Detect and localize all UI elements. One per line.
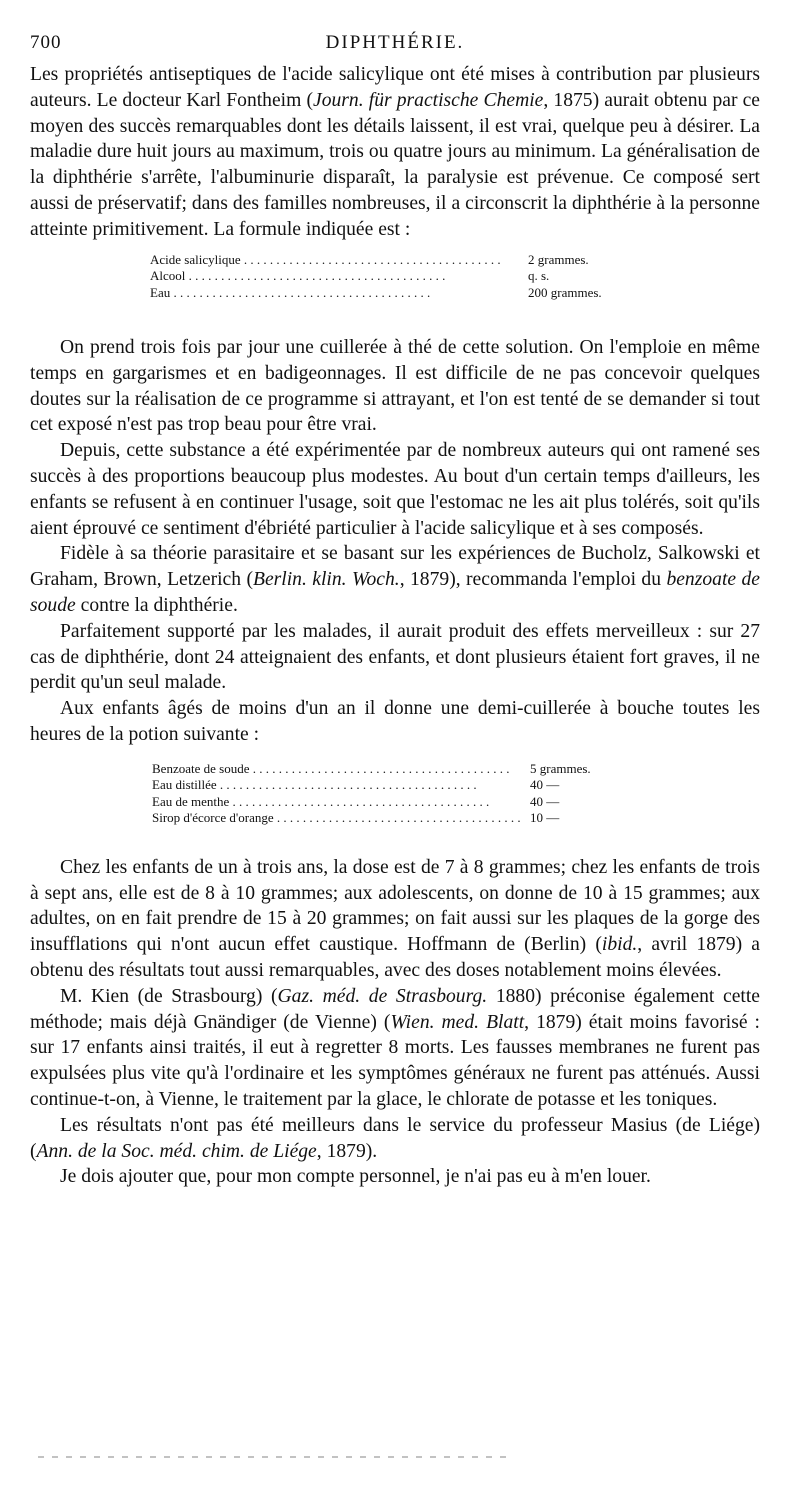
text-run: , 1879), recommanda l'emploi du: [399, 569, 667, 591]
running-title: DIPHTHÉRIE.: [325, 32, 465, 53]
citation: ibid.: [601, 934, 638, 956]
text-run: 1880) préconise également cette méthode; mais déjà Gnändiger (de Vienne) (: [30, 985, 760, 1033]
paragraph: [30, 62, 760, 243]
text-run: Fidèle à sa théorie parasitaire et se basant sur les expériences de Bucholz, Salkowski et Graham, Brown, Letzerich (: [30, 543, 760, 591]
paragraph: On prend trois fois par jour une cuillerée à thé de cette solution. On l'emploie en même temps en gargarismes et en badigeonnages. Il est difficile de ne pas concevoir quelques doutes sur la réalisation de ce programme si attrayant, et l'on est tenté de se demander si tout cet exposé n'est pas trop beau pour être vrai.: [30, 337, 760, 436]
ingredient-qty: 5 grammes.: [530, 760, 591, 776]
recipe-salicylic: [150, 252, 650, 302]
text-run: , 1879) était moins favorisé : sur 17 enfants ainsi traités, il eut à regretter 8 morts. Les fausses membranes ne furent pas expulsées plus vite qu'à l'ordinaire et les symptômes généraux ne furent pas atténués. Aussi continue-t-on, à Vienne, le traitement par la glace, le chlorate de potasse et les toniques.: [30, 1011, 761, 1110]
text-run: M. Kien (de Strasbourg) (: [60, 985, 278, 1007]
emphasis: benzoate de soude: [30, 569, 760, 617]
ingredient-qty: q. s.: [528, 268, 550, 284]
ingredient-name: Eau distillée . . .: [152, 777, 524, 794]
recipe-row: [150, 268, 650, 285]
paragraph: Je dois ajouter que, pour mon compte personnel, je n'ai pas eu à m'en louer.: [60, 1166, 651, 1188]
paragraph: [30, 855, 760, 984]
citation: Journ. für practische Chemie: [313, 89, 544, 111]
ingredient-name: Benzoate de soude . . .: [152, 761, 524, 778]
recipe-row: [150, 252, 650, 269]
ingredient-qty: 10 —: [530, 810, 560, 826]
text-run: contre la diphthérie.: [75, 595, 238, 617]
ingredient-name: Eau . . .: [150, 285, 522, 302]
citation: Ann. de la Soc. méd. chim. de Liége: [36, 1140, 317, 1162]
text-run: , avril 1879) a obtenu des résultats tout aussi remarquables, avec des doses notablement moins élevées.: [30, 934, 760, 982]
ingredient-name: Eau de menthe . . .: [152, 794, 524, 811]
recipe-row: [152, 810, 652, 827]
citation: Wien. med. Blatt: [390, 1011, 525, 1033]
paragraph: [30, 1113, 760, 1165]
text-run: Les résultats n'ont pas été meilleurs dans le service du professeur Masius (de Liége) (: [30, 1114, 760, 1162]
recipe-row: [152, 761, 652, 778]
page-number: 700: [30, 32, 62, 53]
paragraph: [30, 984, 760, 1113]
ingredient-name: Acide salicylique . . .: [150, 252, 522, 269]
citation: Berlin. klin. Woch.: [252, 569, 400, 591]
paragraph: Aux enfants âgés de moins d'un an il donne une demi-cuillerée à bouche toutes les heures de la potion suivante :: [30, 698, 760, 746]
text-run: , 1879).: [316, 1140, 378, 1162]
ingredient-qty: 40 —: [530, 777, 560, 793]
recipe-benzoate: [152, 761, 652, 827]
text-run: Chez les enfants de un à trois ans, la dose est de 7 à 8 grammes; chez les enfants de trois à sept ans, elle est de 8 à 10 grammes; aux adolescents, on donne de 10 à 15 grammes; aux adultes, on en fait prendre de 15 à 20 grammes; on fait aussi sur les plaques de la gorge des insufflations qui n'ont aucun effet caustique. Hoffmann de (Berlin) (: [30, 856, 760, 956]
text-run: , 1875) aurait obtenu par ce moyen des succès remarquables dont les détails laissent, il est vrai, quelque peu à désirer. La maladie dure huit jours au maximum, trois ou quatre jours au minimum. La généralisation de la diphthérie s'arrête, l'albuminurie disparaît, la paralysie est prévenue. Ce composé sert aussi de préservatif; dans des familles nombreuses, il a circonscrit la diphthérie à la personne atteinte primitivement. La formule indiquée est :: [30, 89, 760, 240]
ingredient-name: Sirop d'écorce d'orange . . .: [152, 810, 524, 827]
ingredient-name: Alcool . . .: [150, 268, 522, 285]
running-header: [30, 28, 760, 62]
ingredient-qty: 2 grammes.: [528, 251, 589, 267]
paragraph: [30, 541, 760, 618]
text-run: Les propriétés antiseptiques de l'acide salicylique ont été mises à contribution par plusieurs auteurs. Le docteur Karl Fontheim (: [30, 64, 760, 111]
paragraph: Parfaitement supporté par les malades, il aurait produit des effets merveilleux : sur 27 cas de diphthérie, dont 24 atteignaient des enfants, et dont plusieurs étaient fort graves, il ne perdit qu'un seul malade.: [30, 620, 760, 694]
footer-rule: [38, 1456, 508, 1458]
book-page: [30, 28, 760, 1190]
ingredient-qty: 40 —: [530, 793, 560, 809]
recipe-row: [152, 777, 652, 794]
recipe-row: [152, 794, 652, 811]
recipe-row: [150, 285, 650, 302]
citation: Gaz. méd. de Strasbourg.: [277, 985, 488, 1007]
paragraph: Depuis, cette substance a été expérimentée par de nombreux auteurs qui ont ramené ses succès à des proportions beaucoup plus modestes. Au bout d'un certain temps d'ailleurs, les enfants se refusent à en continuer l'usage, soit que l'estomac ne les ait plus tolérés, soit qu'ils aient éprouvé ce sentiment d'ébriété particulier à l'acide salicylique et à ses composés.: [30, 440, 760, 539]
ingredient-qty: 200 grammes.: [528, 284, 602, 300]
